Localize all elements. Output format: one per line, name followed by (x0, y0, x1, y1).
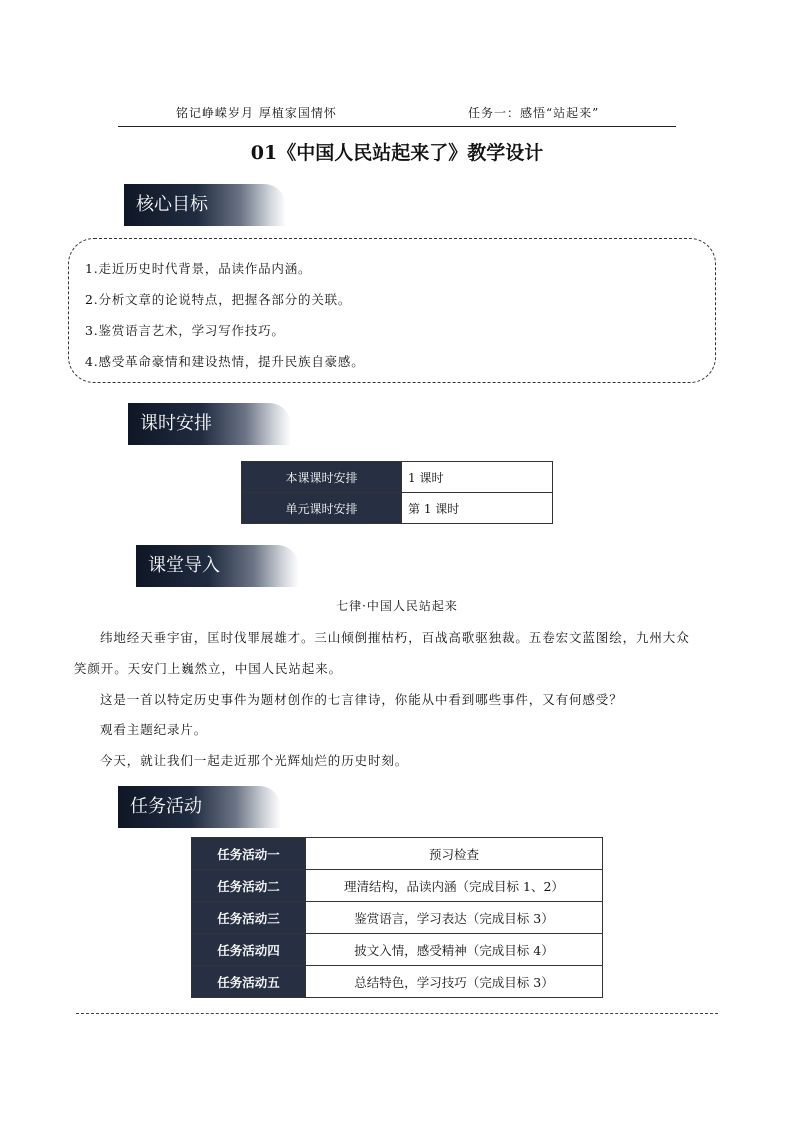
section-banner-intro: 课堂导入 (136, 545, 299, 587)
table-row (192, 870, 603, 902)
goal-item: 4.感受革命豪情和建设热情，提升民族自豪感。 (85, 354, 365, 369)
page-header-right: 任务一：感悟“站起来” (468, 106, 600, 120)
intro-paragraph: 观看主题纪录片。 (100, 722, 208, 737)
section-banner-tasks: 任务活动 (118, 786, 281, 828)
poem-line: 笑颜开。天安门上巍然立，中国人民站起来。 (74, 661, 343, 676)
intro-paragraph: 这是一首以特定历史事件为题材创作的七言律诗，你能从中看到哪些事件，又有何感受？ (100, 692, 623, 707)
poem-title: 七律·中国人民站起来 (336, 599, 458, 613)
schedule-value: 1 课时 (402, 462, 553, 493)
table-row (192, 934, 603, 966)
task-value: 鉴赏语言，学习表达（完成目标 3） (306, 902, 603, 934)
task-value: 总结特色，学习技巧（完成目标 3） (306, 966, 603, 998)
task-key: 任务活动三 (192, 902, 306, 934)
task-key: 任务活动五 (192, 966, 306, 998)
section-banner-goals: 核心目标 (124, 184, 286, 226)
task-key: 任务活动一 (192, 838, 306, 870)
table-row (242, 462, 553, 493)
table-row (192, 966, 603, 998)
footer-rule (76, 1013, 718, 1014)
task-key: 任务活动二 (192, 870, 306, 902)
schedule-value: 第 1 课时 (402, 493, 553, 524)
goal-item: 1.走近历史时代背景，品读作品内涵。 (85, 261, 312, 276)
task-value: 理清结构，品读内涵（完成目标 1、2） (306, 870, 603, 902)
header-rule (118, 126, 676, 127)
table-row (192, 902, 603, 934)
task-value: 披文入情，感受精神（完成目标 4） (306, 934, 603, 966)
task-value: 预习检查 (306, 838, 603, 870)
table-row (242, 493, 553, 524)
tasks-table (191, 837, 603, 998)
schedule-table (241, 461, 553, 524)
table-row (192, 838, 603, 870)
poem-line: 纬地经天垂宇宙，匡时伐罪展雄才。三山倾倒摧枯朽，百战高歌驱独裁。五卷宏文蓝图绘，九州大众 (100, 630, 690, 645)
goal-item: 2.分析文章的论说特点，把握各部分的关联。 (85, 292, 352, 307)
document-title: 01《中国人民站起来了》教学设计 (250, 142, 544, 164)
schedule-key: 单元课时安排 (242, 493, 402, 524)
intro-paragraph: 今天，就让我们一起走近那个光辉灿烂的历史时刻。 (100, 753, 409, 768)
section-banner-schedule: 课时安排 (128, 403, 291, 445)
task-key: 任务活动四 (192, 934, 306, 966)
goal-item: 3.鉴赏语言艺术，学习写作技巧。 (85, 323, 285, 338)
page-header-left: 铭记峥嵘岁月 厚植家国情怀 (176, 106, 337, 120)
schedule-key: 本课课时安排 (242, 462, 402, 493)
